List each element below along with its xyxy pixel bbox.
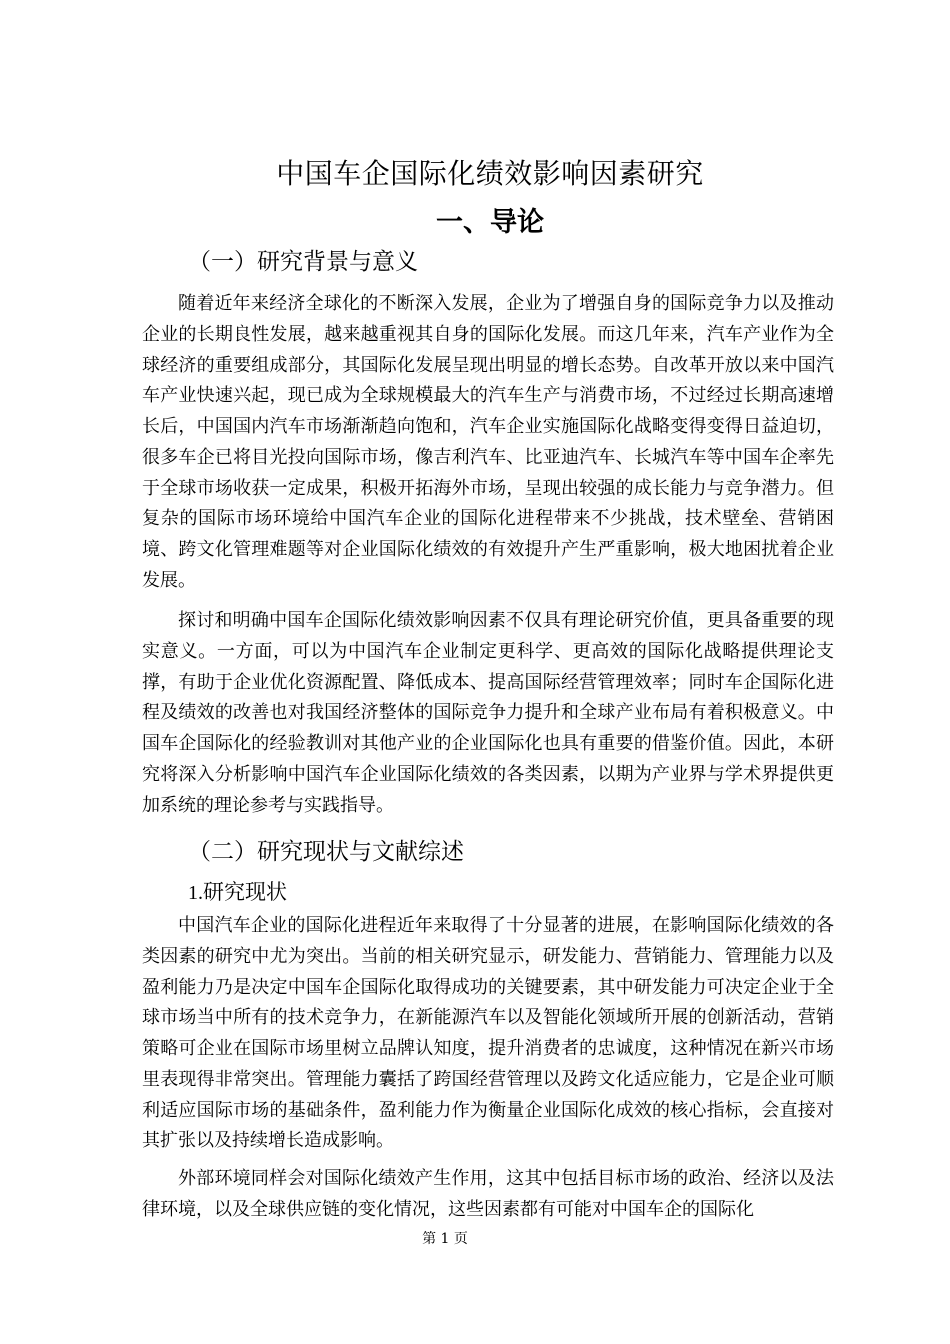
subsection-heading-text: 研究现状 — [203, 880, 287, 904]
chapter-title: 一、导论 — [436, 207, 544, 238]
section-heading-literature-review: （二）研究现状与文献综述 — [188, 839, 464, 865]
document-title: 中国车企国际化绩效影响因素研究 — [276, 157, 704, 190]
section-heading-background: （一）研究背景与意义 — [188, 249, 418, 275]
body-paragraph: 探讨和明确中国车企国际化绩效影响因素不仅具有理论研究价值，更具备重要的现实意义。一方面，可以为中国汽车企业制定更科学、更高效的国际化战略提供理论支撑，有助于企业优化资源配置、降低成本、提高国际经营管理效率；同时车企国际化进程及绩效的改善也对我国经济整体的国际竞争力提升和全球产业布局有着积极意义。中国车企国际化的经验教训对其他产业的企业国际化也具有重要的借鉴价值。因此，本研究将深入分析影响中国汽车企业国际化绩效的各类因素，以期为产业界与学术界提供更加系统的理论参考与实践指导。 — [142, 610, 834, 816]
body-paragraph: 外部环境同样会对国际化绩效产生作用，这其中包括目标市场的政治、经济以及法律环境，以及全球供应链的变化情况，这些因素都有可能对中国车企的国际化 — [142, 1168, 834, 1220]
body-paragraph: 中国汽车企业的国际化进程近年来取得了十分显著的进展，在影响国际化绩效的各类因素的研究中尤为突出。当前的相关研究显示，研发能力、营销能力、管理能力以及盈利能力乃是决定中国车企国际化取得成功的关键要素，其中研发能力可决定企业于全球市场当中所有的技术竞争力，在新能源汽车以及智能化领域所开展的创新活动，营销策略可企业在国际市场里树立品牌认知度，提升消费者的忠诚度，这种情况在新兴市场里表现得非常突出。管理能力囊括了跨国经营管理以及跨文化适应能力，它是企业可顺利适应国际市场的基础条件，盈利能力作为衡量企业国际化成效的核心指标，会直接对其扩张以及持续增长造成影响。 — [142, 915, 834, 1152]
body-paragraph: 随着近年来经济全球化的不断深入发展，企业为了增强自身的国际竞争力以及推动企业的长期良性发展，越来越重视其自身的国际化发展。而这几年来，汽车产业作为全球经济的重要组成部分，其国际化发展呈现出明显的增长态势。自改革开放以来中国汽车产业快速兴起，现已成为全球规模最大的汽车生产与消费市场，不过经过长期高速增长后，中国国内汽车市场渐渐趋向饱和，汽车企业实施国际化战略变得变得日益迫切，很多车企已将目光投向国际市场，像吉利汽车、比亚迪汽车、长城汽车等中国车企率先于全球市场收获一定成果，积极开拓海外市场，呈现出较强的成长能力与竞争潜力。但复杂的国际市场环境给中国汽车企业的国际化进程带来不少挑战，技术壁垒、营销困境、跨文化管理难题等对企业国际化绩效的有效提升产生严重影响，极大地困扰着企业发展。 — [142, 293, 834, 591]
page-number-footer: 第 1 页 — [422, 1231, 468, 1247]
subsection-number: 1. — [188, 882, 203, 904]
subsection-heading-research-status — [188, 877, 287, 908]
